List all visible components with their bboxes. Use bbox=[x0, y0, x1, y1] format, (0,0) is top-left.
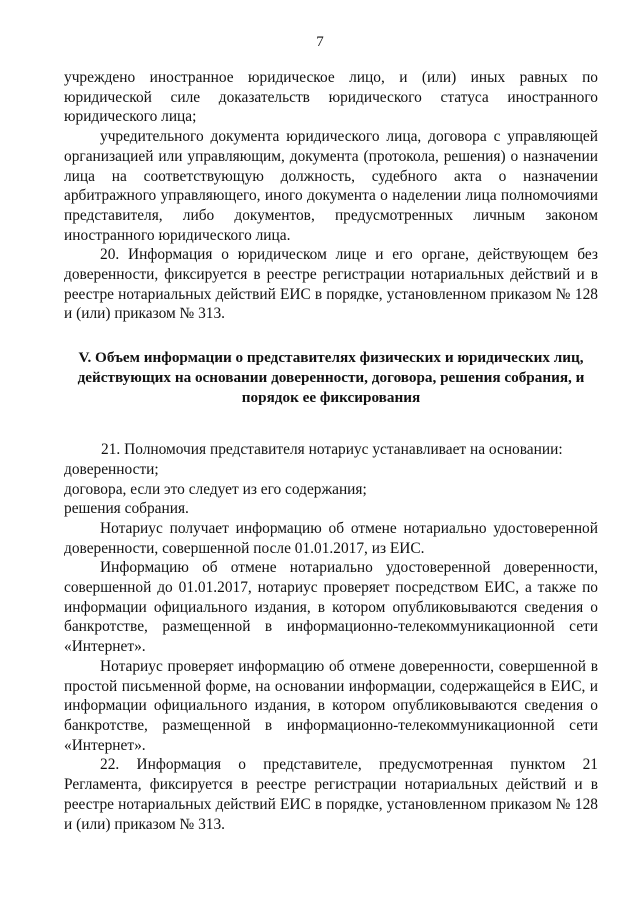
paragraph-item-22: 22. Информация о представителе, предусмотренная пунктом 21 Регламента, фиксируется в реестре регистрации нотариальных действий и в реестре нотариальных действий ЕИС в порядке, установленном приказом № 128 и (или) приказом № 313. bbox=[64, 756, 598, 833]
paragraph-revocation-after-2017: Нотариус получает информацию об отмене нотариально удостоверенной доверенности, совершенной после 01.01.2017, из ЕИС. bbox=[64, 519, 598, 557]
paragraph-item-20: 20. Информация о юридическом лице и его органе, действующем без доверенности, фиксируется в реестре регистрации нотариальных действий и в реестре нотариальных действий ЕИС в порядке, установленном приказом № 128 и (или) приказом № 313. bbox=[64, 246, 598, 323]
list-item-contract: договора, если это следует из его содержания; bbox=[64, 480, 367, 498]
document-body bbox=[64, 68, 598, 834]
paragraph-constituent-documents: учредительного документа юридического лица, договора с управляющей организацией или управляющим, документа (протокола, решения) о назначении лица на соответствующую должность, судебного акта о назначении арбитражного управляющего, иного документа о наделении лица полномочиями представителя, либо документов, предусмотренных личным законом иностранного юридического лица. bbox=[64, 128, 598, 244]
page-number: 7 bbox=[316, 34, 324, 50]
section-v-title: V. Объем информации о представителях физических и юридических лиц, действующих на основании доверенности, договора, решения собрания, и порядок ее фиксирования bbox=[77, 349, 585, 407]
paragraph-revocation-before-2017: Информацию об отмене нотариально удостоверенной доверенности, совершенной до 01.01.2017, нотариус проверяет посредством ЕИС, а также по информации официального издания, в котором опубликовываются сведения о банкротстве, размещенной в информационно-телекоммуникационной сети «Интернет». bbox=[64, 559, 598, 656]
list-item-power-of-attorney: доверенности; bbox=[64, 460, 159, 478]
paragraph-item-21: 21. Полномочия представителя нотариус устанавливает на основании: bbox=[101, 441, 563, 459]
paragraph-simple-written-form: Нотариус проверяет информацию об отмене доверенности, совершенной в простой письменной форме, на основании информации, содержащейся в ЕИС, и информации официального издания, в котором опубликовываются сведения о банкротстве, размещенной в информационно-телекоммуникационной сети «Интернет». bbox=[64, 657, 598, 754]
list-item-meeting-decision: решения собрания. bbox=[64, 500, 189, 518]
paragraph-foreign-entity-proof: учреждено иностранное юридическое лицо, и (или) иных равных по юридической силе доказательств юридического статуса иностранного юридического лица; bbox=[64, 69, 598, 126]
